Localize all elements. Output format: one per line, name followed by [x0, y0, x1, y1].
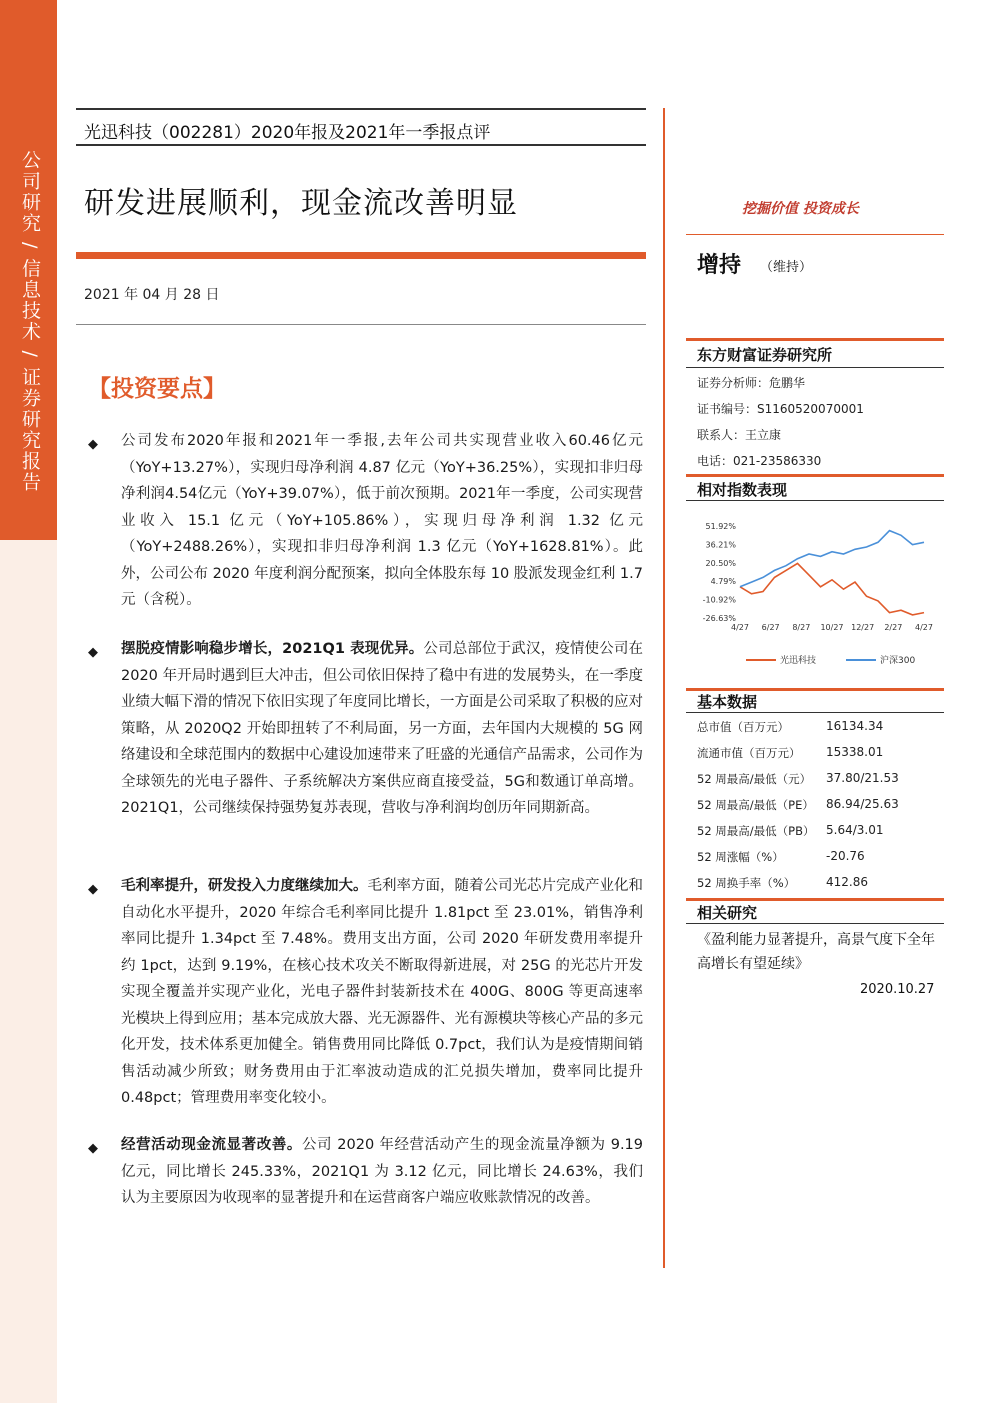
related-head-rule: [686, 898, 944, 901]
diamond-icon: ◆: [88, 882, 98, 897]
x-tick-label: 8/27: [792, 623, 811, 632]
chart-heading: 相对指数表现: [697, 481, 788, 499]
basic-label: 52 周涨幅（%）: [697, 850, 784, 864]
basic-value: 412.86: [826, 875, 868, 889]
y-tick-label: -26.63%: [702, 614, 736, 623]
basic-label: 52 周最高/最低（PE）: [697, 798, 814, 812]
header-rule-top: [76, 108, 646, 110]
date-rule: [76, 324, 646, 325]
slogan: 挖掘价值 投资成长: [742, 201, 859, 217]
x-tick-label: 6/27: [761, 623, 780, 632]
title-rule: [76, 252, 646, 259]
basic-value: 37.80/21.53: [826, 771, 899, 785]
basic-value: 16134.34: [826, 719, 884, 733]
basic-label: 52 周换手率（%）: [697, 876, 796, 890]
x-tick-label: 4/27: [731, 623, 749, 632]
basic-value: 5.64/3.01: [826, 823, 884, 837]
column-divider: [663, 108, 665, 1268]
institute-rule-bottom: [686, 367, 944, 368]
chart-head-rule-bottom: [686, 500, 944, 501]
y-tick-label: 36.21%: [705, 540, 736, 550]
header-rule-bottom: [76, 144, 646, 146]
bullet-paragraph-1: [121, 428, 643, 614]
related-report-title[interactable]: 《盈利能力显著提升，高景气度下全年高增长有望延续》: [697, 932, 935, 972]
x-tick-label: 10/27: [820, 623, 844, 632]
bullet-paragraph-4: [121, 1132, 643, 1212]
phone: 电话：021-23586330: [697, 454, 822, 468]
legend-label: 沪深300: [880, 656, 916, 666]
chart-head-rule: [686, 474, 944, 477]
x-tick-label: 2/27: [884, 623, 903, 632]
basic-label: 总市值（百万元）: [697, 720, 789, 734]
contact: 联系人：王立康: [697, 428, 782, 442]
section-heading: 【投资要点】: [88, 375, 226, 402]
basic-label: 52 周最高/最低（PB）: [697, 824, 815, 838]
rating: 增持: [697, 253, 742, 278]
sidebar: [0, 0, 57, 1403]
y-tick-label: 51.92%: [705, 522, 736, 531]
basic-value: 15338.01: [826, 745, 884, 759]
report-date: 2021 年 04 月 28 日: [84, 287, 220, 303]
related-heading: 相关研究: [697, 904, 758, 922]
y-tick-label: 4.79%: [710, 577, 736, 587]
basic-head-rule-bottom: [686, 712, 944, 713]
y-tick-label: -10.92%: [702, 595, 736, 605]
bullet-text: 毛利率方面，随着公司光芯片完成产业化和自动化水平提升，2020 年综合毛利率同比提升 1.81pct 至 23.01%，销售净利率同比提升 1.34pct 至 7.48%。费用支出方面，公司 2020 年研发费用率提升约 1pct，达到 9.19%，在核心技术攻关不断取得新进展，对 25G 的光芯片开发实现全覆盖并实现产业化，光电子器件封装新技术在 400G、800G 等更高速率光模块上得到应用；基本完成放大器、光无源器件、光有源模块等核心产品的多元化开发，技术体系更加健全。销售费用同比降低 0.7pct，我们认为是疫情期间销售活动减少所致；财务费用由于汇率波动造成的汇兑损失增加，费率同比提升 0.48pct；管理费用率变化较小。: [121, 878, 643, 1106]
page-title: 研发进展顺利，现金流改善明显: [84, 186, 518, 221]
y-tick-label: 20.50%: [705, 558, 736, 568]
series-line-1: [740, 563, 924, 615]
diamond-icon: ◆: [88, 437, 98, 452]
basic-value: 86.94/25.63: [826, 797, 899, 811]
institute-name: 东方财富证券研究所: [697, 346, 833, 364]
sidebar-label: 公司研究 / 信息技术 / 证券研究报告: [19, 150, 41, 493]
bullet-text: 公司总部位于武汉，疫情使公司在 2020 年开局时遇到巨大冲击，但公司依旧保持了稳中有进的发展势头，在一季度业绩大幅下滑的情况下依旧实现了年度同比增长，一方面是公司采取了积极的应对策略，从 2020Q2 开始即扭转了不利局面，另一方面，去年国内大规模的 5G 网络建设和全球范围内的数据中心建设加速带来了旺盛的光通信产品需求，公司作为全球领先的光电子器件、子系统解决方案供应商直接受益，5G和数通订单高增。2021Q1，公司继续保持强势复苏表现，营收与净利润均创历年同期新高。: [121, 641, 643, 816]
basic-heading: 基本数据: [697, 693, 758, 711]
bullet-lead: 经营活动现金流显著改善。: [121, 1137, 302, 1153]
cert-number: 证书编号：S1160520070001: [697, 402, 864, 416]
legend-label: 光迅科技: [780, 656, 817, 666]
series-line-2: [740, 531, 924, 587]
basic-label: 流通市值（百万元）: [697, 746, 801, 760]
diamond-icon: ◆: [88, 1141, 98, 1156]
header-title: 光迅科技（002281）2020年报及2021年一季报点评: [84, 123, 491, 143]
analyst: 证券分析师：危鹏华: [697, 376, 806, 390]
institute-rule: [686, 338, 944, 341]
slogan-rule: [686, 234, 944, 235]
bullet-text: 公司发布2020年报和2021年一季报,去年公司共实现营业收入60.46亿元（YoY+13.27%），实现归母净利润 4.87 亿元（YoY+36.25%），实现扣非归母净利润4.54亿元（YoY+39.07%），低于前次预期。2021年一季度，公司实现营业收入 15.1 亿元（YoY+105.86%），实现归母净利润 1.32 亿元（YoY+2488.26%），实现扣非归母净利润 1.3 亿元（YoY+1628.81%）。此外，公司公布 2020 年度利润分配预案，拟向全体股东每 10 股派发现金红利 1.7 元（含税）。: [121, 433, 643, 608]
bullet-paragraph-2: [121, 636, 643, 822]
bullet-text: 公司 2020 年经营活动产生的现金流量净额为 9.19 亿元，同比增长 245.33%，2021Q1 为 3.12 亿元，同比增长 24.63%，我们认为主要原因为收现率的显著提升和在运营商客户端应收账款情况的改善。: [121, 1137, 644, 1206]
relative-index-chart: [686, 510, 944, 680]
basic-label: 52 周最高/最低（元）: [697, 772, 812, 786]
x-tick-label: 12/27: [851, 623, 875, 632]
bullet-lead: 摆脱疫情影响稳步增长，2021Q1 表现优异。: [121, 641, 424, 657]
rating-sub: （维持）: [760, 260, 813, 275]
basic-value: -20.76: [826, 849, 865, 863]
bullet-paragraph-3: [121, 873, 643, 1112]
related-head-rule-bottom: [686, 923, 944, 924]
related-report-date: 2020.10.27: [860, 982, 935, 997]
diamond-icon: ◆: [88, 645, 98, 660]
x-tick-label: 4/27: [915, 623, 933, 632]
bullet-lead: 毛利率提升，研发投入力度继续加大。: [121, 878, 368, 894]
